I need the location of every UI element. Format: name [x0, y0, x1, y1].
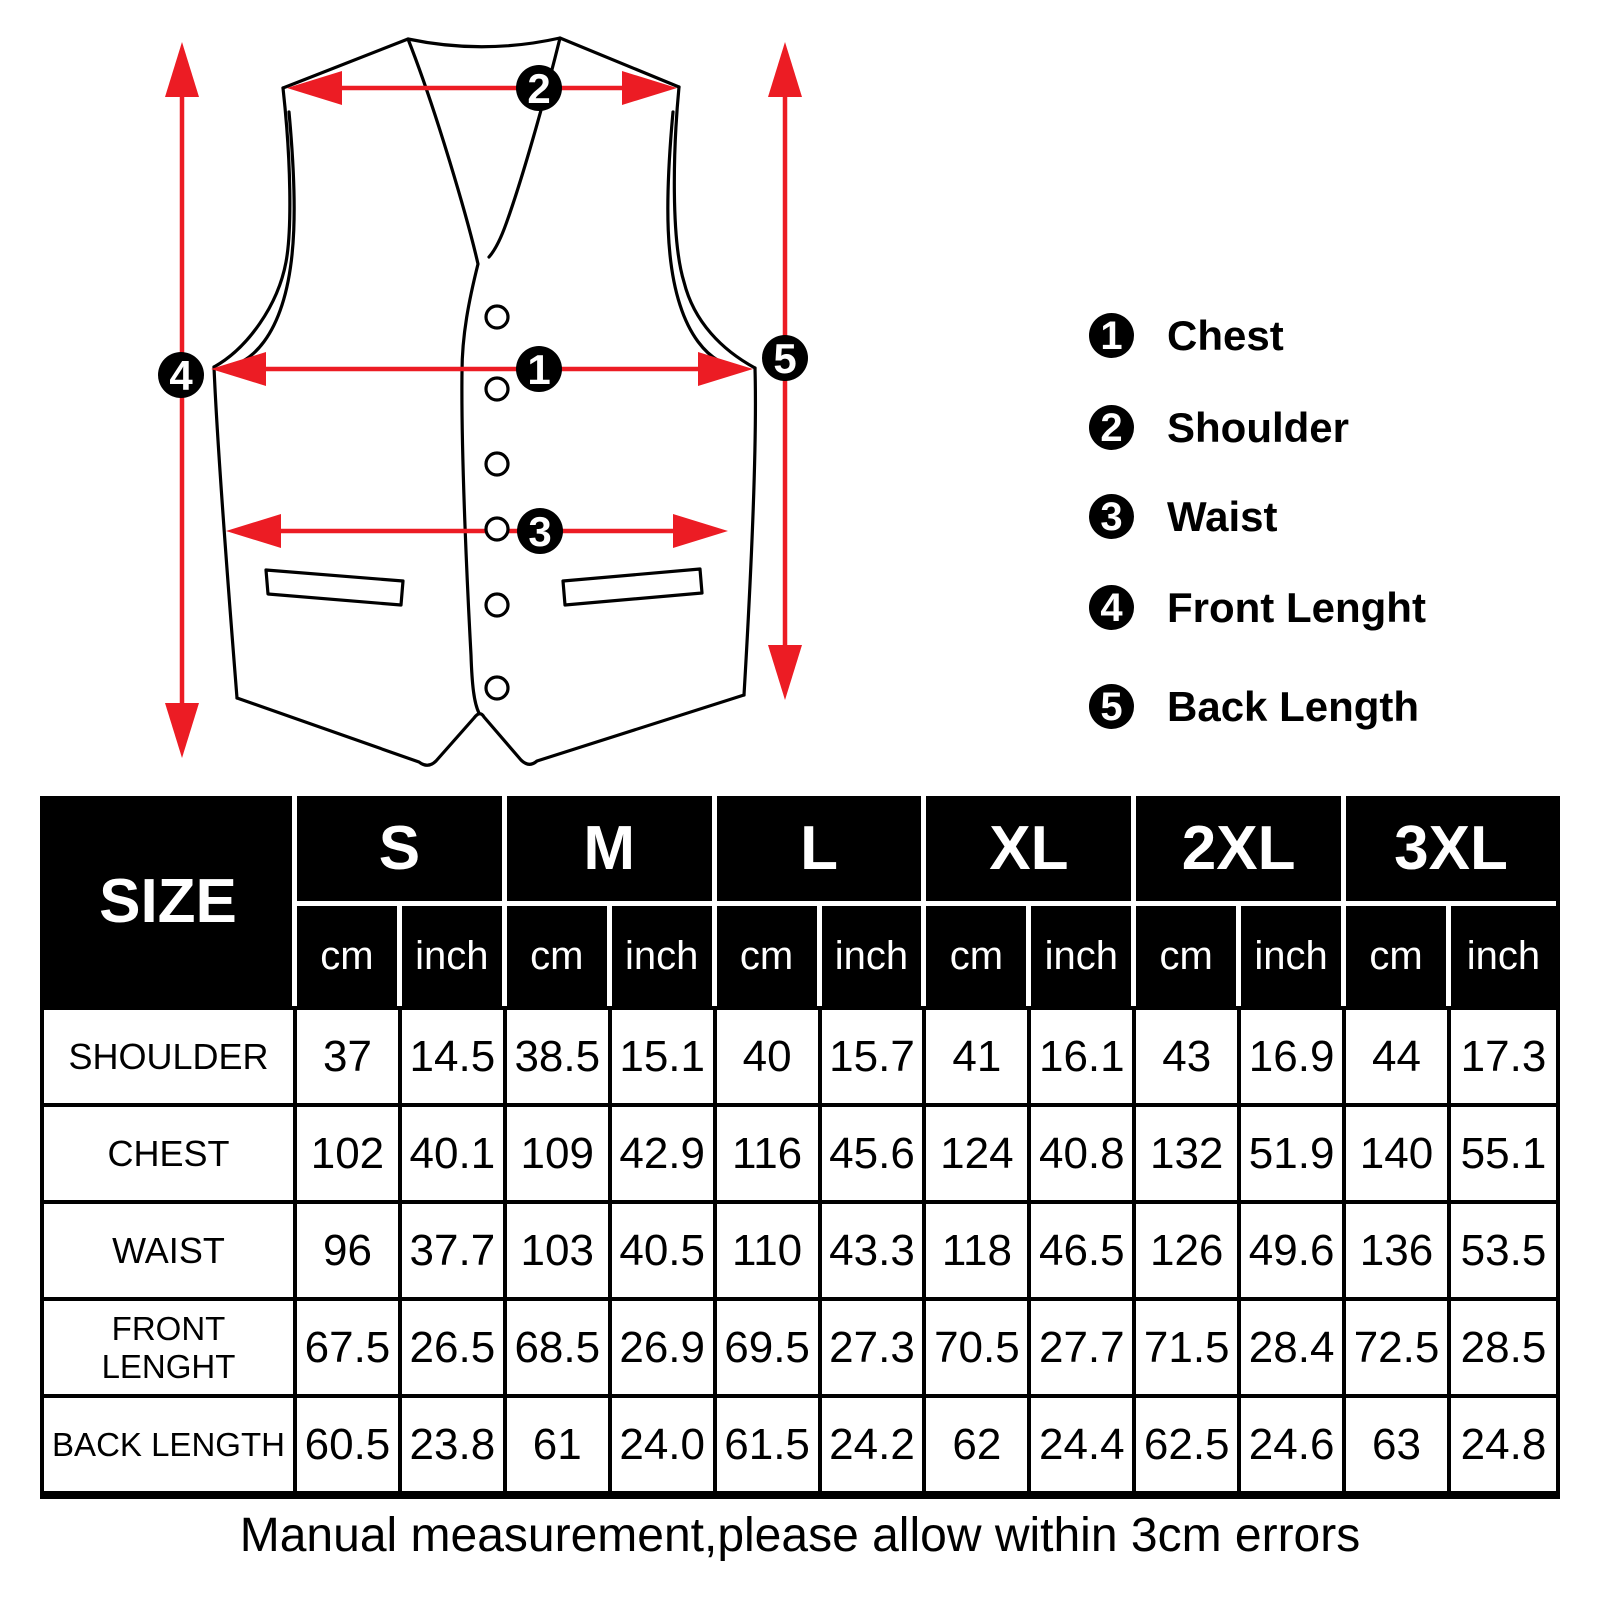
legend-item-shoulder [1089, 405, 1349, 450]
table-row-front-length [44, 1297, 1556, 1394]
badge-1-number: 1 [527, 346, 551, 393]
vest-hem [237, 695, 744, 765]
size-col-s: S [297, 796, 507, 906]
cell: 26.9 [612, 1297, 717, 1394]
waist-arrowhead-right [673, 514, 728, 548]
cell: 43 [1136, 1006, 1241, 1103]
row-label-back-length: BACK LENGTH [44, 1394, 297, 1491]
unit-inch: inch [822, 906, 927, 1006]
vest-drawing [214, 38, 755, 765]
cell: 140 [1346, 1103, 1451, 1200]
vest-left-armhole-inner [243, 112, 294, 361]
vest-button [486, 306, 508, 328]
cell: 24.2 [822, 1394, 927, 1491]
cell: 116 [717, 1103, 822, 1200]
cell: 45.6 [822, 1103, 927, 1200]
legend-badge-4: 4 [1089, 585, 1134, 630]
table-row-chest [44, 1103, 1556, 1200]
legend-item-waist [1089, 494, 1277, 539]
legend-label-front-length: Front Lenght [1167, 583, 1426, 631]
back-length-arrowhead-bottom [768, 645, 802, 700]
cell: 24.6 [1241, 1394, 1346, 1491]
vest-right-armhole [674, 87, 755, 368]
cell: 37.7 [402, 1200, 507, 1297]
vest-measurement-diagram [0, 0, 1600, 780]
vest-button [486, 518, 508, 540]
unit-cm: cm [507, 906, 612, 1006]
cell: 110 [717, 1200, 822, 1297]
cell: 38.5 [507, 1006, 612, 1103]
cell: 27.7 [1031, 1297, 1136, 1394]
row-label-front-length: FRONT LENGHT [44, 1297, 297, 1394]
cell: 132 [1136, 1103, 1241, 1200]
cell: 28.4 [1241, 1297, 1346, 1394]
cell: 15.7 [822, 1006, 927, 1103]
cell: 49.6 [1241, 1200, 1346, 1297]
vest-button [486, 594, 508, 616]
legend-item-back-length [1089, 684, 1419, 729]
cell: 51.9 [1241, 1103, 1346, 1200]
table-row-shoulder [44, 1006, 1556, 1103]
cell: 24.4 [1031, 1394, 1136, 1491]
size-col-m: M [507, 796, 717, 906]
unit-cm: cm [1136, 906, 1241, 1006]
unit-inch: inch [402, 906, 507, 1006]
cell: 136 [1346, 1200, 1451, 1297]
legend-badge-2: 2 [1089, 405, 1134, 450]
cell: 41 [926, 1006, 1031, 1103]
cell: 24.0 [612, 1394, 717, 1491]
cell: 109 [507, 1103, 612, 1200]
vest-left-neckline-front-edge [408, 39, 479, 713]
cell: 63 [1346, 1394, 1451, 1491]
cell: 62 [926, 1394, 1031, 1491]
cell: 15.1 [612, 1006, 717, 1103]
cell: 43.3 [822, 1200, 927, 1297]
measurement-arrows [165, 42, 802, 758]
cell: 96 [297, 1200, 402, 1297]
legend-label-back-length: Back Length [1167, 682, 1420, 730]
back-length-arrowhead-top [768, 42, 802, 97]
cell: 40.1 [402, 1103, 507, 1200]
cell: 27.3 [822, 1297, 927, 1394]
row-label-waist: WAIST [44, 1200, 297, 1297]
unit-cm: cm [926, 906, 1031, 1006]
size-col-3xl: 3XL [1346, 796, 1556, 906]
size-col-xl: XL [926, 796, 1136, 906]
unit-cm: cm [297, 906, 402, 1006]
cell: 14.5 [402, 1006, 507, 1103]
waist-arrowhead-left [226, 514, 281, 548]
cell: 61 [507, 1394, 612, 1491]
vest-button [486, 453, 508, 475]
legend-item-chest [1089, 313, 1284, 358]
cell: 40.8 [1031, 1103, 1136, 1200]
legend-badge-5: 5 [1089, 684, 1134, 729]
cell: 26.5 [402, 1297, 507, 1394]
cell: 42.9 [612, 1103, 717, 1200]
cell: 67.5 [297, 1297, 402, 1394]
legend-item-front-length [1089, 585, 1426, 630]
diagram-number-badges [158, 65, 808, 555]
unit-inch: inch [612, 906, 717, 1006]
size-table [40, 796, 1560, 1499]
legend-label-chest: Chest [1167, 311, 1284, 359]
unit-cm: cm [1346, 906, 1451, 1006]
cell: 118 [926, 1200, 1031, 1297]
unit-inch: inch [1031, 906, 1136, 1006]
vest-left-armhole [214, 88, 290, 367]
cell: 69.5 [717, 1297, 822, 1394]
cell: 102 [297, 1103, 402, 1200]
cell: 44 [1346, 1006, 1451, 1103]
cell: 46.5 [1031, 1200, 1136, 1297]
cell: 16.9 [1241, 1006, 1346, 1103]
vest-buttons [486, 306, 508, 699]
measurement-disclaimer: Manual measurement,please allow within 3cm errors [239, 1509, 1361, 1562]
unit-inch: inch [1451, 906, 1556, 1006]
cell: 17.3 [1451, 1006, 1556, 1103]
vest-shoulders-collar [283, 38, 679, 88]
unit-inch: inch [1241, 906, 1346, 1006]
badge-2-number: 2 [527, 65, 551, 112]
cell: 23.8 [402, 1394, 507, 1491]
badge-3-number: 3 [528, 508, 552, 555]
chest-arrowhead-left [211, 352, 266, 386]
cell: 53.5 [1451, 1200, 1556, 1297]
vest-right-side-seam [744, 368, 755, 695]
cell: 70.5 [926, 1297, 1031, 1394]
vest-right-pocket [563, 569, 702, 605]
cell: 40 [717, 1006, 822, 1103]
row-label-chest: CHEST [44, 1103, 297, 1200]
badge-4-number: 4 [169, 352, 193, 399]
row-label-shoulder: SHOULDER [44, 1006, 297, 1103]
cell: 68.5 [507, 1297, 612, 1394]
unit-cm: cm [717, 906, 822, 1006]
badge-5-number: 5 [773, 335, 797, 382]
table-row-waist [44, 1200, 1556, 1297]
vest-left-pocket [266, 570, 403, 605]
front-length-arrowhead-top [165, 42, 199, 97]
cell: 71.5 [1136, 1297, 1241, 1394]
cell: 62.5 [1136, 1394, 1241, 1491]
cell: 28.5 [1451, 1297, 1556, 1394]
cell: 103 [507, 1200, 612, 1297]
table-row-back-length [44, 1394, 1556, 1491]
cell: 24.8 [1451, 1394, 1556, 1491]
size-table-title: SIZE [44, 796, 297, 1006]
cell: 16.1 [1031, 1006, 1136, 1103]
cell: 40.5 [612, 1200, 717, 1297]
size-col-2xl: 2XL [1136, 796, 1346, 906]
cell: 37 [297, 1006, 402, 1103]
size-col-l: L [717, 796, 927, 906]
cell: 72.5 [1346, 1297, 1451, 1394]
cell: 61.5 [717, 1394, 822, 1491]
vest-button [486, 378, 508, 400]
cell: 126 [1136, 1200, 1241, 1297]
front-length-arrowhead-bottom [165, 703, 199, 758]
legend-label-waist: Waist [1167, 492, 1278, 540]
legend-badge-1: 1 [1089, 313, 1134, 358]
vest-button [486, 677, 508, 699]
legend-label-shoulder: Shoulder [1167, 403, 1350, 451]
legend-badge-3: 3 [1089, 494, 1134, 539]
chest-arrowhead-right [698, 352, 753, 386]
cell: 60.5 [297, 1394, 402, 1491]
cell: 55.1 [1451, 1103, 1556, 1200]
cell: 124 [926, 1103, 1031, 1200]
